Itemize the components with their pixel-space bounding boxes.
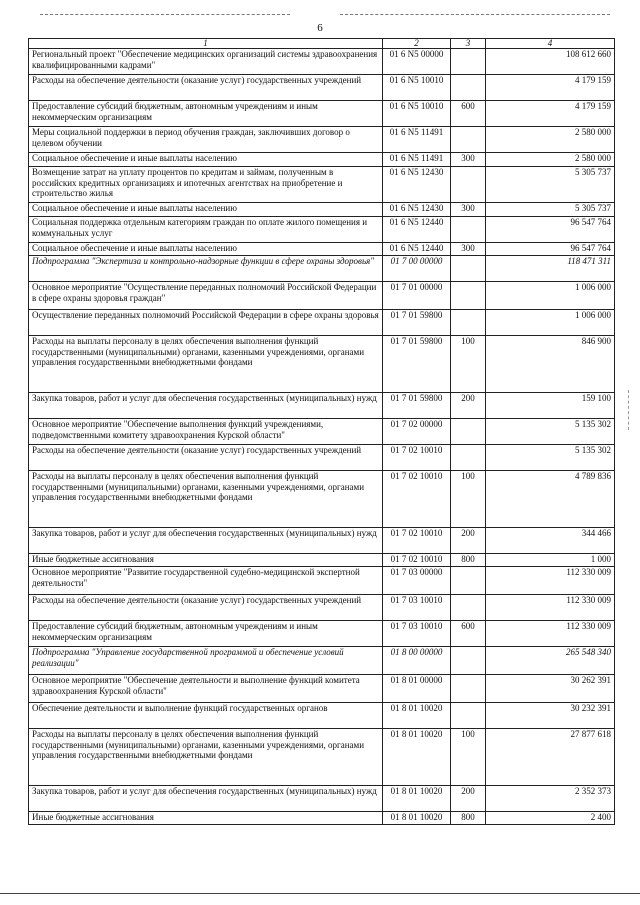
row-code: 01 8 01 10020 xyxy=(383,703,451,729)
row-code: 01 7 02 10010 xyxy=(383,445,451,471)
column-header-2: 2 xyxy=(383,39,451,49)
row-expense-type: 300 xyxy=(451,153,486,167)
row-amount: 4 179 159 xyxy=(486,75,615,101)
row-expense-type: 200 xyxy=(451,786,486,812)
row-amount: 846 900 xyxy=(486,336,615,393)
table-row xyxy=(29,528,615,554)
row-name: Социальное обеспечение и иные выплаты населению xyxy=(29,203,383,217)
row-amount: 96 547 764 xyxy=(486,243,615,256)
row-amount: 5 135 302 xyxy=(486,445,615,471)
row-expense-type xyxy=(451,49,486,75)
row-name: Расходы на выплаты персоналу в целях обеспечения выполнения функций государственными (муниципальными) органами, казенными учреждениями, органами управления государственными внебюджетными фондами xyxy=(29,336,383,393)
budget-table xyxy=(28,38,615,825)
table-row xyxy=(29,445,615,471)
row-name: Подпрограмма "Управление государственной программой и обеспечение условий реализации" xyxy=(29,647,383,675)
margin-mark xyxy=(628,390,630,430)
table-row xyxy=(29,419,615,445)
row-amount: 5 305 737 xyxy=(486,167,615,203)
table-row xyxy=(29,127,615,153)
row-amount: 112 330 009 xyxy=(486,595,615,621)
row-amount: 159 100 xyxy=(486,393,615,419)
row-code: 01 6 N5 00000 xyxy=(383,49,451,75)
row-expense-type xyxy=(451,445,486,471)
row-expense-type xyxy=(451,127,486,153)
row-amount: 27 877 618 xyxy=(486,729,615,786)
row-amount: 108 612 660 xyxy=(486,49,615,75)
row-expense-type: 600 xyxy=(451,101,486,127)
row-amount: 30 262 391 xyxy=(486,675,615,703)
row-expense-type xyxy=(451,282,486,310)
row-code: 01 7 03 10010 xyxy=(383,621,451,647)
column-header-3: 3 xyxy=(451,39,486,49)
row-name: Региональный проект "Обеспечение медицинских организаций системы здравоохранения квалифицированными кадрами" xyxy=(29,49,383,75)
row-name: Закупка товаров, работ и услуг для обеспечения государственных (муниципальных) нужд xyxy=(29,393,383,419)
table-row xyxy=(29,675,615,703)
row-expense-type xyxy=(451,595,486,621)
row-code: 01 7 01 59800 xyxy=(383,310,451,336)
row-expense-type xyxy=(451,167,486,203)
row-code: 01 8 01 10020 xyxy=(383,812,451,825)
table-row xyxy=(29,256,615,282)
table-row xyxy=(29,203,615,217)
header-row xyxy=(29,39,615,49)
row-expense-type xyxy=(451,310,486,336)
row-code: 01 7 02 10010 xyxy=(383,471,451,528)
row-amount: 30 232 391 xyxy=(486,703,615,729)
row-code: 01 8 01 00000 xyxy=(383,675,451,703)
row-name: Основное мероприятие "Развитие государственной судебно-медицинской экспертной деятельности" xyxy=(29,567,383,595)
table-row xyxy=(29,310,615,336)
page-number: 6 xyxy=(317,22,323,34)
table-row xyxy=(29,729,615,786)
row-code: 01 7 02 00000 xyxy=(383,419,451,445)
table-row xyxy=(29,217,615,243)
row-code: 01 7 01 59800 xyxy=(383,393,451,419)
row-code: 01 6 N5 11491 xyxy=(383,153,451,167)
table-body xyxy=(29,49,615,825)
row-code: 01 6 N5 11491 xyxy=(383,127,451,153)
row-code: 01 8 01 10020 xyxy=(383,786,451,812)
row-name: Меры социальной поддержки в период обучения граждан, заключивших договор о целевом обучении xyxy=(29,127,383,153)
row-code: 01 8 00 00000 xyxy=(383,647,451,675)
row-code: 01 6 N5 12430 xyxy=(383,167,451,203)
row-expense-type: 200 xyxy=(451,528,486,554)
row-expense-type: 100 xyxy=(451,729,486,786)
row-amount: 2 352 373 xyxy=(486,786,615,812)
row-expense-type xyxy=(451,647,486,675)
row-code: 01 7 01 59800 xyxy=(383,336,451,393)
table-row xyxy=(29,471,615,528)
row-code: 01 7 03 10010 xyxy=(383,595,451,621)
row-expense-type: 300 xyxy=(451,203,486,217)
row-code: 01 7 02 10010 xyxy=(383,554,451,567)
row-code: 01 6 N5 12430 xyxy=(383,203,451,217)
row-name: Осуществление переданных полномочий Российской Федерации в сфере охраны здоровья xyxy=(29,310,383,336)
table-row xyxy=(29,812,615,825)
top-rule-right xyxy=(340,14,610,15)
table-row xyxy=(29,75,615,101)
table-row xyxy=(29,595,615,621)
row-name: Иные бюджетные ассигнования xyxy=(29,554,383,567)
row-name: Основное мероприятие "Обеспечение выполнения функций учреждениями, подведомственными комитету здравоохранения Курской области" xyxy=(29,419,383,445)
row-name: Обеспечение деятельности и выполнение функций государственных органов xyxy=(29,703,383,729)
table-row xyxy=(29,621,615,647)
row-name: Основное мероприятие "Осуществление переданных полномочий Российской Федерации в сфере охраны здоровья граждан" xyxy=(29,282,383,310)
table-row xyxy=(29,393,615,419)
row-amount: 4 179 159 xyxy=(486,101,615,127)
row-code: 01 7 00 00000 xyxy=(383,256,451,282)
row-expense-type: 800 xyxy=(451,554,486,567)
row-code: 01 6 N5 10010 xyxy=(383,101,451,127)
row-expense-type xyxy=(451,217,486,243)
row-name: Расходы на обеспечение деятельности (оказание услуг) государственных учреждений xyxy=(29,445,383,471)
row-code: 01 6 N5 10010 xyxy=(383,75,451,101)
row-name: Предоставление субсидий бюджетным, автономным учреждениям и иным некоммерческим организациям xyxy=(29,621,383,647)
row-amount: 2 400 xyxy=(486,812,615,825)
row-amount: 5 305 737 xyxy=(486,203,615,217)
table-row xyxy=(29,647,615,675)
row-code: 01 7 03 00000 xyxy=(383,567,451,595)
column-header-1: 1 xyxy=(29,39,383,49)
table-row xyxy=(29,167,615,203)
row-expense-type xyxy=(451,419,486,445)
table-row xyxy=(29,282,615,310)
table-row xyxy=(29,703,615,729)
row-name: Подпрограмма "Экспертиза и контрольно-надзорные функции в сфере охраны здоровья" xyxy=(29,256,383,282)
row-name: Расходы на обеспечение деятельности (оказание услуг) государственных учреждений xyxy=(29,595,383,621)
row-expense-type: 600 xyxy=(451,621,486,647)
row-name: Возмещение затрат на уплату процентов по кредитам и займам, полученным в российских кредитных организациях и ипотечных агентствах на приобретение и строительство жилья xyxy=(29,167,383,203)
table-row xyxy=(29,101,615,127)
row-name: Предоставление субсидий бюджетным, автономным учреждениям и иным некоммерческим организациям xyxy=(29,101,383,127)
row-code: 01 7 02 10010 xyxy=(383,528,451,554)
row-name: Основное мероприятие "Обеспечение деятельности и выполнение функций комитета здравоохранения Курской области" xyxy=(29,675,383,703)
table-row xyxy=(29,567,615,595)
column-header-4: 4 xyxy=(486,39,615,49)
row-name: Расходы на выплаты персоналу в целях обеспечения выполнения функций государственными (муниципальными) органами, казенными учреждениями, органами управления государственными внебюджетными фондами xyxy=(29,471,383,528)
row-expense-type xyxy=(451,675,486,703)
row-expense-type xyxy=(451,567,486,595)
row-expense-type: 100 xyxy=(451,471,486,528)
row-amount: 2 580 000 xyxy=(486,127,615,153)
row-expense-type xyxy=(451,75,486,101)
table-row xyxy=(29,554,615,567)
row-name: Закупка товаров, работ и услуг для обеспечения государственных (муниципальных) нужд xyxy=(29,786,383,812)
row-code: 01 6 N5 12440 xyxy=(383,217,451,243)
row-name: Социальное обеспечение и иные выплаты населению xyxy=(29,243,383,256)
row-amount: 2 580 000 xyxy=(486,153,615,167)
row-code: 01 6 N5 12440 xyxy=(383,243,451,256)
row-expense-type: 800 xyxy=(451,812,486,825)
row-amount: 265 548 340 xyxy=(486,647,615,675)
row-amount: 344 466 xyxy=(486,528,615,554)
row-name: Закупка товаров, работ и услуг для обеспечения государственных (муниципальных) нужд xyxy=(29,528,383,554)
table-row xyxy=(29,786,615,812)
table-row xyxy=(29,336,615,393)
row-name: Социальное обеспечение и иные выплаты населению xyxy=(29,153,383,167)
row-amount: 112 330 009 xyxy=(486,567,615,595)
table-row xyxy=(29,153,615,167)
table-row xyxy=(29,243,615,256)
row-name: Расходы на обеспечение деятельности (оказание услуг) государственных учреждений xyxy=(29,75,383,101)
row-code: 01 7 01 00000 xyxy=(383,282,451,310)
row-amount: 96 547 764 xyxy=(486,217,615,243)
row-expense-type xyxy=(451,703,486,729)
row-expense-type: 300 xyxy=(451,243,486,256)
row-amount: 118 471 311 xyxy=(486,256,615,282)
row-name: Социальная поддержка отдельным категориям граждан по оплате жилого помещения и коммунальных услуг xyxy=(29,217,383,243)
table-row xyxy=(29,49,615,75)
row-code: 01 8 01 10020 xyxy=(383,729,451,786)
row-expense-type: 100 xyxy=(451,336,486,393)
row-amount: 4 789 836 xyxy=(486,471,615,528)
row-amount: 1 006 000 xyxy=(486,282,615,310)
row-name: Иные бюджетные ассигнования xyxy=(29,812,383,825)
row-amount: 5 135 302 xyxy=(486,419,615,445)
row-expense-type: 200 xyxy=(451,393,486,419)
row-amount: 1 000 xyxy=(486,554,615,567)
row-amount: 1 006 000 xyxy=(486,310,615,336)
bottom-rule xyxy=(0,893,640,894)
row-expense-type xyxy=(451,256,486,282)
top-rule-left xyxy=(40,14,290,15)
row-name: Расходы на выплаты персоналу в целях обеспечения выполнения функций государственными (муниципальными) органами, казенными учреждениями, органами управления государственными внебюджетными фондами xyxy=(29,729,383,786)
row-amount: 112 330 009 xyxy=(486,621,615,647)
